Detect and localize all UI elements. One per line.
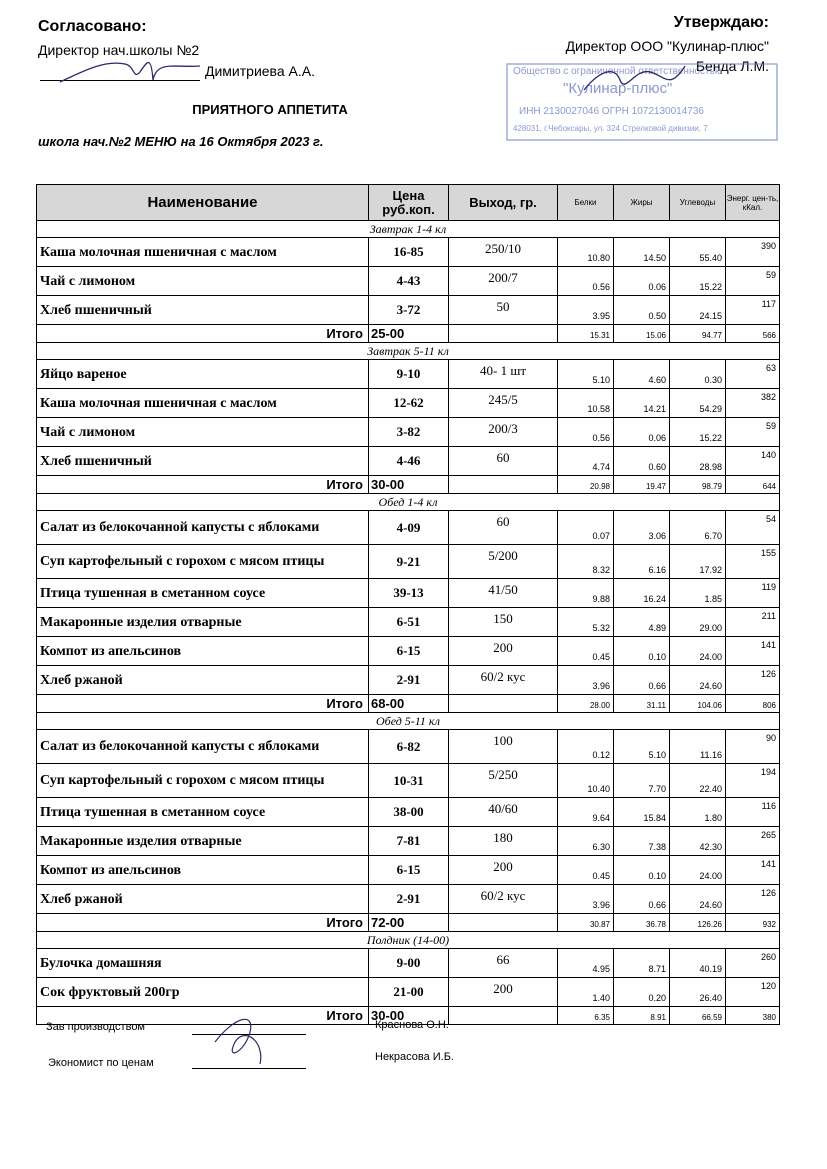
total-fats: 36.78 [614,914,670,932]
dish-carbs: 11.16 [670,730,726,764]
column-energy: Энерг. цен-ть, кКал. [726,185,780,221]
dish-name: Чай с лимоном [37,418,369,447]
dish-price: 3-82 [369,418,449,447]
table-row [37,608,780,637]
dish-name: Суп картофельный с горохом с мясом птицы [37,545,369,579]
dish-price: 9-00 [369,949,449,978]
dish-fats: 0.06 [614,267,670,296]
dish-price: 3-72 [369,296,449,325]
dish-energy: 117 [726,296,780,325]
table-row [37,730,780,764]
total-price: 25-00 [369,325,449,343]
dish-name: Суп картофельный с горохом с мясом птицы [37,764,369,798]
dish-price: 21-00 [369,978,449,1007]
dish-proteins: 0.56 [558,267,614,296]
column-price: Цена руб.коп. [369,185,449,221]
table-row [37,827,780,856]
total-output [449,914,558,932]
dish-output: 5/200 [449,545,558,579]
dish-output: 150 [449,608,558,637]
dish-price: 16-85 [369,238,449,267]
dish-name: Сок фруктовый 200гр [37,978,369,1007]
section-title: Обед 1-4 кл [37,494,780,511]
table-row [37,511,780,545]
table-row [37,267,780,296]
dish-energy: 126 [726,666,780,695]
dish-name: Булочка домашняя [37,949,369,978]
dish-proteins: 9.88 [558,579,614,608]
section-header-row [37,713,780,730]
dish-energy: 59 [726,267,780,296]
section-header-row [37,343,780,360]
dish-name: Салат из белокочанной капусты с яблоками [37,511,369,545]
dish-carbs: 22.40 [670,764,726,798]
dish-proteins: 3.96 [558,666,614,695]
approved-position: Директор нач.школы №2 [38,42,200,58]
dish-fats: 0.10 [614,856,670,885]
dish-output: 5/250 [449,764,558,798]
dish-energy: 211 [726,608,780,637]
bon-appetit-heading: ПРИЯТНОГО АППЕТИТА [192,102,348,117]
dish-output: 100 [449,730,558,764]
table-row [37,418,780,447]
total-price: 30-00 [369,1007,449,1025]
dish-name: Птица тушенная в сметанном соусе [37,579,369,608]
dish-name: Салат из белокочанной капусты с яблоками [37,730,369,764]
total-energy: 644 [726,476,780,494]
dish-carbs: 42.30 [670,827,726,856]
dish-output: 60/2 кус [449,666,558,695]
dish-fats: 4.60 [614,360,670,389]
dish-energy: 141 [726,637,780,666]
dish-carbs: 26.40 [670,978,726,1007]
section-title: Завтрак 5-11 кл [37,343,780,360]
section-title: Полдник (14-00) [37,932,780,949]
dish-fats: 6.16 [614,545,670,579]
table-row [37,885,780,914]
dish-price: 6-51 [369,608,449,637]
dish-carbs: 24.00 [670,856,726,885]
table-row [37,545,780,579]
approved-title: Согласовано: [38,18,147,35]
dish-name: Макаронные изделия отварные [37,827,369,856]
dish-fats: 5.10 [614,730,670,764]
dish-carbs: 6.70 [670,511,726,545]
dish-carbs: 28.98 [670,447,726,476]
dish-carbs: 29.00 [670,608,726,637]
dish-energy: 390 [726,238,780,267]
dish-proteins: 6.30 [558,827,614,856]
dish-price: 9-21 [369,545,449,579]
dish-carbs: 24.60 [670,666,726,695]
dish-carbs: 24.15 [670,296,726,325]
dish-proteins: 0.56 [558,418,614,447]
total-energy: 380 [726,1007,780,1025]
dish-name: Макаронные изделия отварные [37,608,369,637]
total-output [449,325,558,343]
total-output [449,695,558,713]
dish-output: 60/2 кус [449,885,558,914]
footer-role-production: Зав производством [46,1021,145,1033]
dish-price: 4-09 [369,511,449,545]
dish-proteins: 0.07 [558,511,614,545]
dish-name: Чай с лимоном [37,267,369,296]
dish-output: 66 [449,949,558,978]
total-energy: 932 [726,914,780,932]
section-header-row [37,494,780,511]
menu-title: школа нач.№2 МЕНЮ на 16 Октября 2023 г. [38,134,324,149]
dish-energy: 155 [726,545,780,579]
column-proteins: Белки [558,185,614,221]
confirm-position: Директор ООО "Кулинар-плюс" [565,38,769,54]
table-row [37,579,780,608]
dish-name: Хлеб пшеничный [37,296,369,325]
dish-output: 200 [449,637,558,666]
dish-energy: 116 [726,798,780,827]
dish-fats: 0.20 [614,978,670,1007]
dish-fats: 3.06 [614,511,670,545]
dish-fats: 0.66 [614,666,670,695]
dish-proteins: 8.32 [558,545,614,579]
signature-line [192,1068,306,1069]
dish-carbs: 24.00 [670,637,726,666]
dish-energy: 120 [726,978,780,1007]
dish-name: Каша молочная пшеничная с маслом [37,238,369,267]
dish-energy: 126 [726,885,780,914]
dish-proteins: 0.45 [558,637,614,666]
table-row [37,238,780,267]
dish-price: 12-62 [369,389,449,418]
dish-proteins: 10.58 [558,389,614,418]
total-label: Итого [37,695,369,713]
total-proteins: 6.35 [558,1007,614,1025]
total-row [37,325,780,343]
column-name: Наименование [37,185,369,221]
dish-name: Каша молочная пшеничная с маслом [37,389,369,418]
table-row [37,856,780,885]
confirm-title: Утверждаю: [673,14,769,31]
dish-fats: 16.24 [614,579,670,608]
table-row [37,296,780,325]
total-label: Итого [37,914,369,932]
dish-carbs: 1.85 [670,579,726,608]
dish-proteins: 3.95 [558,296,614,325]
total-proteins: 30.87 [558,914,614,932]
dish-proteins: 0.12 [558,730,614,764]
total-label: Итого [37,325,369,343]
dish-carbs: 15.22 [670,418,726,447]
total-price: 72-00 [369,914,449,932]
dish-output: 60 [449,511,558,545]
dish-price: 4-43 [369,267,449,296]
dish-carbs: 17.92 [670,545,726,579]
dish-price: 38-00 [369,798,449,827]
total-energy: 806 [726,695,780,713]
dish-proteins: 5.10 [558,360,614,389]
footer-name-economist: Некрасова И.Б. [375,1051,454,1063]
dish-fats: 0.66 [614,885,670,914]
approved-name: Димитриева А.А. [205,63,315,79]
dish-carbs: 0.30 [670,360,726,389]
footer-name-production: Краснова О.Н. [375,1019,449,1031]
director-signature [580,60,690,100]
dish-output: 60 [449,447,558,476]
total-energy: 566 [726,325,780,343]
dish-price: 6-15 [369,856,449,885]
dish-name: Компот из апельсинов [37,637,369,666]
dish-output: 180 [449,827,558,856]
dish-name: Компот из апельсинов [37,856,369,885]
dish-carbs: 54.29 [670,389,726,418]
section-header-row [37,932,780,949]
dish-name: Яйцо вареное [37,360,369,389]
dish-output: 50 [449,296,558,325]
dish-energy: 90 [726,730,780,764]
total-carbs: 126.26 [670,914,726,932]
dish-energy: 382 [726,389,780,418]
dish-fats: 8.71 [614,949,670,978]
dish-output: 41/50 [449,579,558,608]
dish-proteins: 4.95 [558,949,614,978]
table-row [37,949,780,978]
dish-output: 245/5 [449,389,558,418]
dish-fats: 7.38 [614,827,670,856]
column-output: Выход, гр. [449,185,558,221]
dish-fats: 14.21 [614,389,670,418]
section-title: Завтрак 1-4 кл [37,221,780,238]
section-title: Обед 5-11 кл [37,713,780,730]
dish-carbs: 1.80 [670,798,726,827]
dish-carbs: 40.19 [670,949,726,978]
dish-name: Хлеб пшеничный [37,447,369,476]
company-stamp: Общество с ограниченной ответственностью "Кулинар-плюс" ИНН 2130027046 ОГРН 1072130014736 428031, г.Чебоксары, ул. 324 Стрелковой дивизии, 7 [505,62,780,142]
footer-role-economist: Экономист по ценам [48,1057,154,1069]
dish-energy: 54 [726,511,780,545]
dish-energy: 119 [726,579,780,608]
table-row [37,360,780,389]
dish-price: 10-31 [369,764,449,798]
dish-energy: 194 [726,764,780,798]
menu-table-body [37,221,780,1025]
dish-energy: 260 [726,949,780,978]
total-carbs: 104.06 [670,695,726,713]
dish-fats: 7.70 [614,764,670,798]
dish-price: 6-82 [369,730,449,764]
dish-fats: 0.06 [614,418,670,447]
dish-energy: 63 [726,360,780,389]
total-proteins: 15.31 [558,325,614,343]
section-header-row [37,221,780,238]
total-row [37,695,780,713]
table-row [37,389,780,418]
table-row [37,637,780,666]
dish-proteins: 3.96 [558,885,614,914]
dish-price: 9-10 [369,360,449,389]
total-fats: 15.06 [614,325,670,343]
dish-carbs: 55.40 [670,238,726,267]
dish-fats: 0.10 [614,637,670,666]
total-label: Итого [37,1007,369,1025]
dish-fats: 4.89 [614,608,670,637]
dish-proteins: 4.74 [558,447,614,476]
dish-energy: 59 [726,418,780,447]
total-proteins: 20.98 [558,476,614,494]
total-output [449,476,558,494]
dish-output: 200 [449,978,558,1007]
dish-output: 40/60 [449,798,558,827]
total-label: Итого [37,476,369,494]
table-row [37,978,780,1007]
table-row [37,666,780,695]
dish-fats: 15.84 [614,798,670,827]
dish-proteins: 10.80 [558,238,614,267]
dish-output: 200 [449,856,558,885]
column-carbs: Углеводы [670,185,726,221]
dish-price: 7-81 [369,827,449,856]
dish-price: 6-15 [369,637,449,666]
dish-proteins: 1.40 [558,978,614,1007]
dish-energy: 265 [726,827,780,856]
dish-name: Хлеб ржаной [37,666,369,695]
dish-price: 39-13 [369,579,449,608]
dish-proteins: 10.40 [558,764,614,798]
dish-output: 200/7 [449,267,558,296]
total-carbs: 94.77 [670,325,726,343]
dish-energy: 140 [726,447,780,476]
confirm-name: Бенда Л.М. [695,58,769,74]
dish-proteins: 9.64 [558,798,614,827]
dish-proteins: 0.45 [558,856,614,885]
total-price: 30-00 [369,476,449,494]
dish-name: Птица тушенная в сметанном соусе [37,798,369,827]
total-row [37,914,780,932]
total-price: 68-00 [369,695,449,713]
dish-carbs: 24.60 [670,885,726,914]
dish-energy: 141 [726,856,780,885]
table-row [37,447,780,476]
dish-fats: 0.50 [614,296,670,325]
column-fats: Жиры [614,185,670,221]
dish-output: 250/10 [449,238,558,267]
footer-signature-scribble [205,1012,275,1068]
dish-price: 4-46 [369,447,449,476]
menu-table [36,184,780,1025]
dish-output: 40- 1 шт [449,360,558,389]
dish-fats: 0.60 [614,447,670,476]
dish-name: Хлеб ржаной [37,885,369,914]
table-row [37,798,780,827]
total-output [449,1007,558,1025]
table-row [37,764,780,798]
total-carbs: 66.59 [670,1007,726,1025]
dish-price: 2-91 [369,666,449,695]
signature-scribble [55,50,205,90]
total-fats: 19.47 [614,476,670,494]
total-proteins: 28.00 [558,695,614,713]
dish-fats: 14.50 [614,238,670,267]
total-fats: 31.11 [614,695,670,713]
dish-output: 200/3 [449,418,558,447]
total-row [37,476,780,494]
dish-price: 2-91 [369,885,449,914]
dish-carbs: 15.22 [670,267,726,296]
dish-proteins: 5.32 [558,608,614,637]
total-fats: 8.91 [614,1007,670,1025]
total-carbs: 98.79 [670,476,726,494]
